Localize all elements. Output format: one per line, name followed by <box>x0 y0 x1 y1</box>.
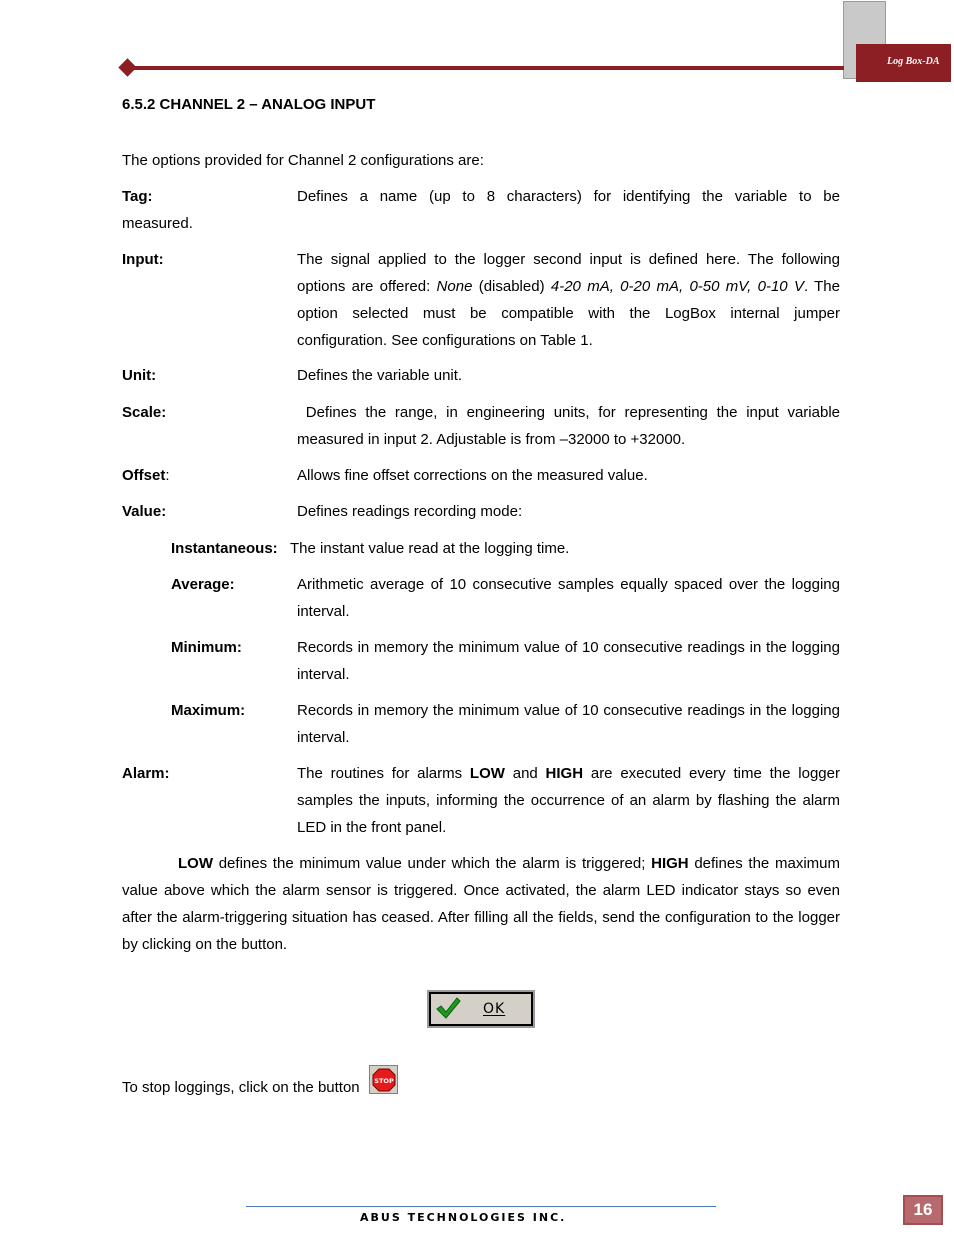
input-label: Input: <box>122 251 164 268</box>
stop-text: To stop loggings, click on the button <box>122 1079 360 1096</box>
average-desc: Arithmetic average of 10 consecutive samples equally spaced over the logging interval. <box>297 576 840 620</box>
footer-company: ABUS TECHNOLOGIES INC. <box>360 1211 567 1224</box>
instantaneous-label: Instantaneous: <box>171 540 278 557</box>
stop-button[interactable] <box>369 1065 398 1094</box>
tag-desc-line2: measured. <box>122 215 193 232</box>
stop-sign-text: STOP <box>374 1077 394 1085</box>
minimum-label: Minimum: <box>171 639 242 656</box>
header-brand-box <box>856 44 951 82</box>
unit-desc: Defines the variable unit. <box>297 367 463 384</box>
average-label: Average: <box>171 576 235 593</box>
tag-label: Tag: <box>122 188 153 205</box>
maximum-desc: Records in memory the minimum value of 10 consecutive readings in the logging interval. <box>297 702 840 746</box>
input-none-word: None <box>436 278 473 295</box>
offset-label: Offset: <box>122 467 170 484</box>
ok-button-label: OK <box>483 1001 506 1017</box>
header-rule <box>128 66 844 70</box>
value-label: Value: <box>122 503 167 520</box>
ok-button[interactable] <box>427 990 535 1028</box>
scale-desc: Defines the range, in engineering units, for representing the input variable measured in input 2. Adjustable is from –32000 to +32000. <box>297 404 845 448</box>
intro-text: The options provided for Channel 2 configurations are: <box>122 152 484 169</box>
header-diamond <box>118 58 136 76</box>
stop-sign-icon <box>372 1068 396 1092</box>
tag-desc-line1: Defines a name (up to 8 characters) for identifying the variable to be <box>297 188 840 205</box>
minimum-desc: Records in memory the minimum value of 10 consecutive readings in the logging interval. <box>297 639 840 683</box>
maximum-label: Maximum: <box>171 702 246 719</box>
checkmark-icon <box>435 996 461 1020</box>
offset-desc: Allows fine offset corrections on the measured value. <box>297 467 648 484</box>
input-desc: The signal applied to the logger second input is defined here. The following options are offered: None (disabled) 4-20 mA, 0-20 mA, 0-50 mV, 0-10 V. The option selected must be compatible with the LogBox internal jumper configuration. See configurations on Table 1. <box>297 251 840 349</box>
value-desc: Defines readings recording mode: <box>297 503 523 520</box>
page-number: 16 <box>903 1195 943 1225</box>
header-brand: Log Box-DA <box>887 56 940 67</box>
unit-label: Unit: <box>122 367 157 384</box>
low-high-paragraph: LOW defines the minimum value under which the alarm is triggered; HIGH defines the maximum value above which the alarm sensor is triggered. Once activated, the alarm LED indicator stays so even after the alarm-triggering situation has ceased. After filling all the fields, send the configuration to the logger by clicking on the button. <box>122 855 840 953</box>
section-title: 6.5.2 CHANNEL 2 – ANALOG INPUT <box>122 96 376 113</box>
footer-rule <box>246 1206 716 1207</box>
scale-label: Scale: <box>122 404 167 421</box>
alarm-label: Alarm: <box>122 765 170 782</box>
instantaneous-desc: The instant value read at the logging time. <box>290 540 570 557</box>
alarm-desc: The routines for alarms LOW and HIGH are executed every time the logger samples the inputs, informing the occurrence of an alarm by flashing the alarm LED in the front panel. <box>297 765 840 836</box>
input-ranges: 4-20 mA, 0-20 mA, 0-50 mV, 0-10 V <box>550 278 804 295</box>
